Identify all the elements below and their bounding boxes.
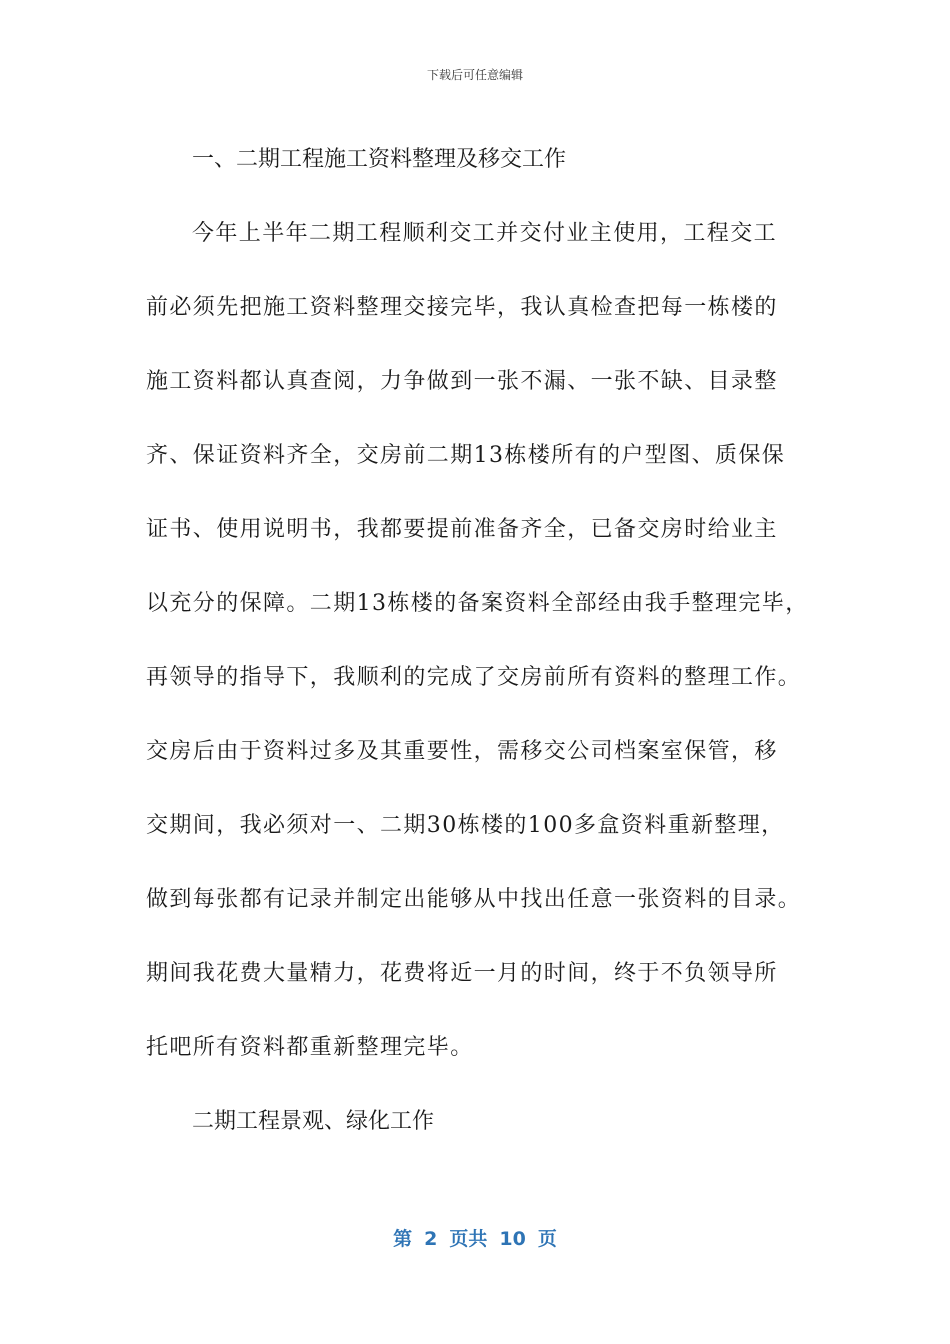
page-footer [0,1224,950,1251]
paragraph-line: 期间我花费大量精力，花费将近一月的时间，终于不负领导所 [146,961,778,986]
paragraph-line: 今年上半年二期工程顺利交工并交付业主使用，工程交工 [192,221,778,246]
page-header-note: 下载后可任意编辑 [426,68,523,82]
paragraph-line: 以充分的保障。二期13栋楼的备案资料全部经由我手整理完毕， [146,591,809,616]
paragraph-line: 交期间，我必须对一、二期30栋楼的100多盒资料重新整理， [146,813,785,838]
paragraph-line: 施工资料都认真查阅，力争做到一张不漏、一张不缺、目录整 [146,369,778,394]
footer-page-total: 10 [499,1228,526,1250]
footer-page-number: 2 [424,1228,438,1250]
paragraph-line: 托吧所有资料都重新整理完毕。 [146,1035,474,1060]
footer-page-suffix: 页 [537,1228,557,1250]
paragraph-line: 再领导的指导下，我顺利的完成了交房前所有资料的整理工作。 [146,665,802,690]
footer-page-middle: 页共 [449,1228,488,1250]
paragraph-line: 齐、保证资料齐全，交房前二期13栋楼所有的户型图、质保保 [146,443,786,468]
paragraph-line: 证书、使用说明书，我都要提前准备齐全，已备交房时给业主 [146,517,778,542]
document-body [146,123,810,1181]
paragraph-line: 前必须先把施工资料整理交接完毕，我认真检查把每一栋楼的 [146,295,778,320]
section-2-title: 二期工程景观、绿化工作 [192,1109,435,1134]
footer-page-prefix: 第 [393,1228,413,1250]
paragraph-line: 做到每张都有记录并制定出能够从中找出任意一张资料的目录。 [146,887,802,912]
section-1-title: 一、二期工程施工资料整理及移交工作 [192,147,567,172]
paragraph-line: 交房后由于资料过多及其重要性，需移交公司档案室保管，移 [146,739,778,764]
